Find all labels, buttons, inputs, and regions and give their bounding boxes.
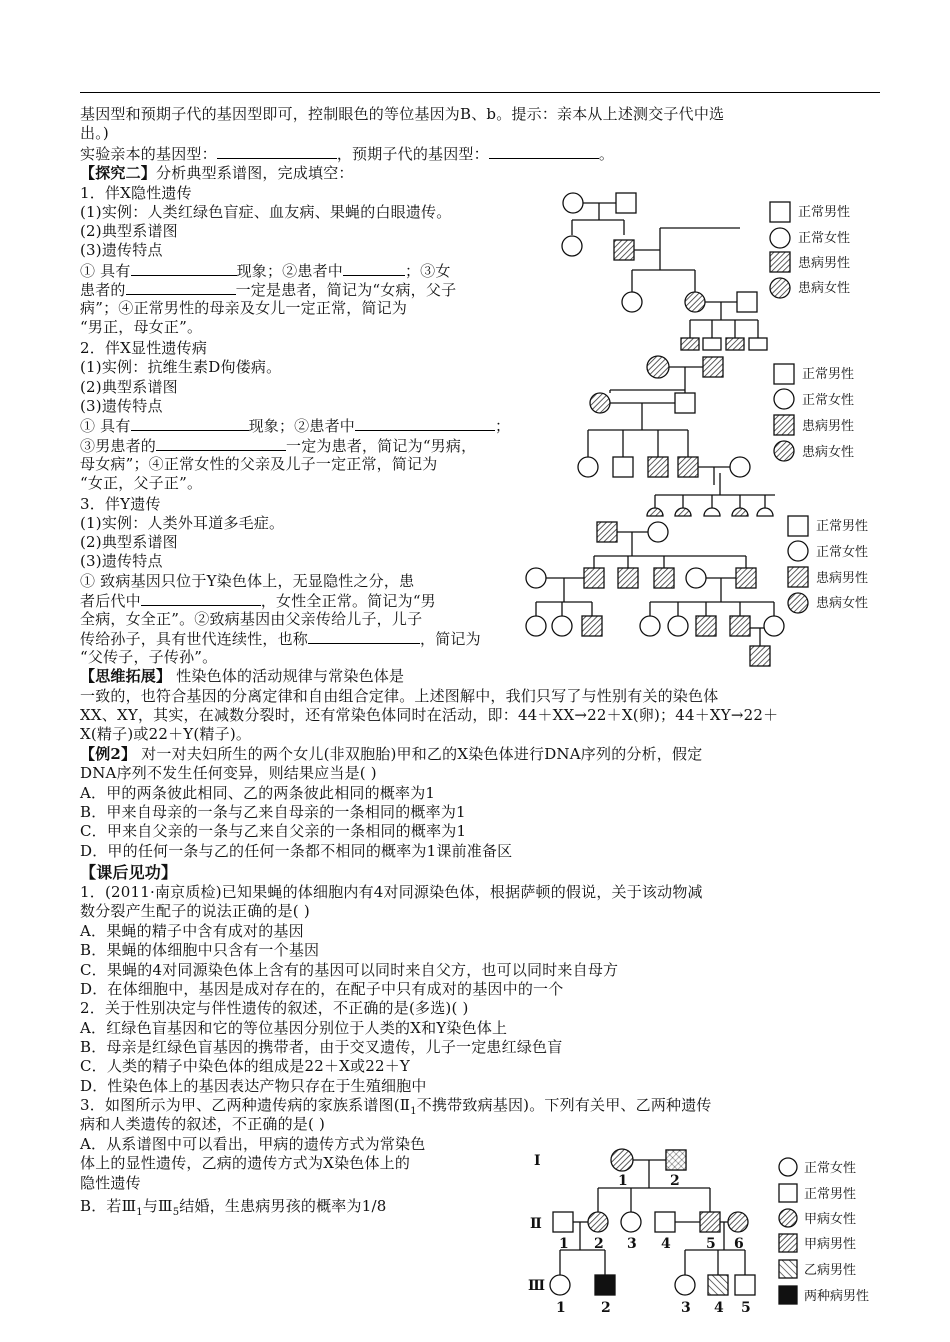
option-c: C．果蝇的4对同源染色体上含有的基因可以同时来自父方，也可以同时来自母方 <box>80 961 619 979</box>
legend-female-icon <box>770 228 790 248</box>
text-line: 者后代中 ，女性全正常。简记为“男 <box>80 592 436 610</box>
legend-label: 正常男性 <box>798 205 851 220</box>
text-line: (2)典型系谱图 <box>80 533 178 551</box>
answer-blank[interactable] <box>343 261 405 276</box>
text-line: 患者的 一定是患者，简记为“女病，父子 <box>80 281 457 299</box>
legend-label: 正常女性 <box>816 545 869 560</box>
affected-male-symbol <box>736 568 756 588</box>
text-line: (1)实例：人类红绿色盲症、血友病、果蝇的白眼遗传。 <box>80 203 452 221</box>
individual-number: 2 <box>594 1236 604 1252</box>
legend-label: 正常女性 <box>798 231 851 246</box>
legend-female-icon <box>779 1158 797 1176</box>
text-line: 母女病”；④正常女性的父亲及儿子一定正常，简记为 <box>80 455 438 473</box>
text-line: (2)典型系谱图 <box>80 378 178 396</box>
legend-label: 正常男性 <box>802 367 855 382</box>
normal-male-symbol <box>616 193 636 213</box>
text-line: 1．(2011·南京质检)已知果蝇的体细胞内有4对同源染色体，根据萨顿的假说，关于该动物减 <box>80 883 703 901</box>
individual-number: 1 <box>559 1236 569 1252</box>
disease-a-male-symbol <box>700 1212 720 1232</box>
text-line: ① 致病基因只位于Y染色体上，无显隐性之分，患 <box>80 572 415 590</box>
answer-blank[interactable] <box>308 629 420 644</box>
legend-label: 甲病女性 <box>804 1212 857 1227</box>
normal-female-symbol <box>621 1212 641 1232</box>
answer-blank[interactable] <box>141 591 261 606</box>
answer-blank[interactable] <box>126 280 236 295</box>
normal-female-symbol <box>526 616 546 636</box>
legend-label: 正常男性 <box>816 519 869 534</box>
legend-male-icon <box>774 364 794 384</box>
normal-female-symbol <box>578 457 598 477</box>
legend-label: 患病男性 <box>802 419 855 434</box>
section-heading: 【探究二】分析典型系谱图，完成填空： <box>80 164 354 182</box>
normal-male-symbol <box>737 292 757 312</box>
answer-blank[interactable] <box>217 144 337 159</box>
text-line: ① 具有 现象；②患者中 ； <box>80 417 511 435</box>
answer-blank[interactable] <box>355 416 495 431</box>
legend-male-icon <box>770 202 790 222</box>
answer-blank[interactable] <box>131 261 237 276</box>
pedigree-chart-3 <box>520 512 900 672</box>
legend-label: 患病女性 <box>798 281 851 296</box>
text-line: ③男患者的 一定为患者，简记为“男病， <box>80 437 477 455</box>
normal-female-symbol <box>686 568 706 588</box>
affected-male-symbol <box>654 568 674 588</box>
legend-label: 患病男性 <box>816 571 869 586</box>
affected-male-symbol <box>730 616 750 636</box>
individual-number: 2 <box>601 1300 611 1316</box>
option-d: D．在体细胞中，基因是成对存在的，在配子中只有成对的基因中的一个 <box>80 980 564 998</box>
individual-number: 3 <box>627 1236 637 1252</box>
disease-a-female-symbol <box>728 1212 748 1232</box>
legend-female-icon <box>774 389 794 409</box>
affected-male-symbol <box>597 522 617 542</box>
normal-male-symbol <box>655 1212 675 1232</box>
legend-male-icon <box>788 516 808 536</box>
option-d: D．甲的任何一条与乙的任何一条都不相同的概率为1课前准备区 <box>80 842 513 860</box>
text-line: “女正，父子正”。 <box>80 474 203 492</box>
section-heading: 【课后见功】 <box>80 863 178 882</box>
normal-female-symbol <box>675 1275 695 1295</box>
legend-disease-b-male-icon <box>779 1260 797 1278</box>
legend-label: 两种病男性 <box>804 1289 870 1304</box>
disease-b-male-symbol <box>708 1275 728 1295</box>
legend-affected-female-icon <box>770 278 790 298</box>
text-line: “父传子，子传孙”。 <box>80 648 218 666</box>
text-line: 全病，女全正”。②致病基因由父亲传给儿子，儿子 <box>80 610 423 628</box>
answer-blank[interactable] <box>131 416 249 431</box>
individual-number: 5 <box>741 1300 751 1316</box>
disease-a-female-symbol <box>611 1149 633 1171</box>
subsection-title: 1．伴X隐性遗传 <box>80 184 192 202</box>
answer-blank[interactable] <box>489 144 599 159</box>
individual-number: 2 <box>670 1173 680 1189</box>
affected-male-symbol <box>703 357 723 377</box>
pedigree-chart-2 <box>560 345 900 520</box>
legend-affected-male-icon <box>774 415 794 435</box>
disease-a-female-symbol <box>588 1212 608 1232</box>
legend-label: 患病女性 <box>816 596 869 611</box>
normal-male-symbol <box>735 1275 755 1295</box>
option-a: A．从系谱图中可以看出，甲病的遗传方式为常染色 <box>80 1135 426 1153</box>
normal-male-symbol <box>675 393 695 413</box>
disease-a-male-symbol <box>666 1150 686 1170</box>
legend-label: 正常女性 <box>804 1161 857 1176</box>
normal-female-symbol <box>563 193 583 213</box>
normal-female-symbol <box>648 522 668 542</box>
legend-affected-male-icon <box>770 252 790 272</box>
intro-line: 基因型和预期子代的基因型即可，控制眼色的等位基因为B、b。提示：亲本从上述测交子代中选 <box>80 105 725 123</box>
pedigree-chart-1 <box>540 180 900 355</box>
text-line: 病”；④正常男性的母亲及女儿一定正常，简记为 <box>80 299 408 317</box>
text-line: 【例2】 对一对夫妇所生的两个女儿(非双胞胎)甲和乙的X染色体进行DNA序列的分析，假定 <box>80 745 703 763</box>
affected-male-symbol <box>696 616 716 636</box>
subsection-title: 3．伴Y遗传 <box>80 495 161 513</box>
option-b: B．若$Ⅲ_1$与$Ⅲ_5$结婚，生患病男孩的概率为1/8 <box>80 1197 387 1218</box>
text-line: (3)遗传特点 <box>80 552 163 570</box>
legend-disease-a-female-icon <box>779 1209 797 1227</box>
normal-female-symbol <box>764 616 784 636</box>
option-b: B．果蝇的体细胞中只含有一个基因 <box>80 941 320 959</box>
text-line: 3．如图所示为甲、乙两种遗传病的家族系谱图($Ⅱ_1$不携带致病基因)。下列有关甲、乙两种遗传 <box>80 1096 712 1117</box>
legend-label: 乙病男性 <box>804 1263 857 1278</box>
affected-male-symbol <box>750 646 770 666</box>
text-line: 数分裂产生配子的说法正确的是( ) <box>80 902 310 920</box>
normal-male-symbol <box>553 1212 573 1232</box>
normal-female-symbol <box>550 1275 570 1295</box>
affected-male-symbol <box>582 616 602 636</box>
individual-number: 4 <box>661 1236 671 1252</box>
legend-affected-female-icon <box>788 593 808 613</box>
normal-female-symbol <box>562 236 582 256</box>
normal-female-symbol <box>640 616 660 636</box>
text-line: ① 具有 现象；②患者中 ；③女 <box>80 262 451 280</box>
legend-label: 正常女性 <box>802 393 855 408</box>
legend-label: 患病女性 <box>802 445 855 460</box>
option-a: A．红绿色盲基因和它的等位基因分别位于人类的X和Y染色体上 <box>80 1019 508 1037</box>
normal-male-symbol <box>613 457 633 477</box>
option-b: B．甲来自母亲的一条与乙来自母亲的一条相同的概率为1 <box>80 803 466 821</box>
normal-female-symbol <box>730 457 750 477</box>
option-d: D．性染色体上的基因表达产物只存在于生殖细胞中 <box>80 1077 427 1095</box>
subsection-title: 2．伴X显性遗传病 <box>80 339 208 357</box>
text-line: 【思维拓展】 性染色体的活动规律与常染色体是 <box>80 667 405 685</box>
text-line: 传给孙子，具有世代连续性，也称 ，简记为 <box>80 630 481 648</box>
text-line: (1)实例：人类外耳道多毛症。 <box>80 514 285 532</box>
affected-female-symbol <box>685 292 705 312</box>
generation-label: Ⅲ <box>528 1278 546 1294</box>
individual-number: 5 <box>706 1236 716 1252</box>
legend-affected-female-icon <box>774 441 794 461</box>
affected-male-symbol <box>614 240 634 260</box>
text-line: (1)实例：抗维生素D佝偻病。 <box>80 358 282 376</box>
option-c: C．甲来自父亲的一条与乙来自父亲的一条相同的概率为1 <box>80 822 467 840</box>
text-line: (3)遗传特点 <box>80 397 163 415</box>
legend-female-icon <box>788 541 808 561</box>
text-line: X(精子)或22＋Y(精子)。 <box>80 725 252 743</box>
option-c: C．人类的精子中染色体的组成是22＋X或22＋Y <box>80 1057 411 1075</box>
individual-number: 4 <box>714 1300 724 1316</box>
legend-disease-a-male-icon <box>779 1234 797 1252</box>
option-a: A．果蝇的精子中含有成对的基因 <box>80 922 304 940</box>
generation-label: Ⅰ <box>534 1153 541 1169</box>
normal-female-symbol <box>552 616 572 636</box>
normal-female-symbol <box>668 616 688 636</box>
option-a-cont: 隐性遗传 <box>80 1174 141 1192</box>
affected-male-symbol <box>584 568 604 588</box>
intro-answer-line: 实验亲本的基因型： ，预期子代的基因型： 。 <box>80 145 615 163</box>
header-rule <box>80 92 880 93</box>
generation-label: Ⅱ <box>530 1216 542 1232</box>
pedigree-chart-4 <box>520 1140 900 1340</box>
option-a: A．甲的两条彼此相同、乙的两条彼此相同的概率为1 <box>80 784 436 802</box>
normal-female-symbol <box>526 568 546 588</box>
legend-both-diseases-icon <box>779 1286 797 1304</box>
text-line: (2)典型系谱图 <box>80 222 178 240</box>
individual-number: 3 <box>681 1300 691 1316</box>
text-line: 2．关于性别决定与伴性遗传的叙述，不正确的是(多选)( ) <box>80 999 469 1017</box>
text-line: XX、XY，其实，在减数分裂时，还有常染色体同时在活动，即：44＋XX→22＋X(卵)；44＋XY→22＋ <box>80 706 779 724</box>
option-b: B．母亲是红绿色盲基因的携带者，由于交叉遗传，儿子一定患红绿色盲 <box>80 1038 563 1056</box>
affected-female-symbol <box>590 393 610 413</box>
legend-label: 正常男性 <box>804 1187 857 1202</box>
legend-label: 甲病男性 <box>804 1237 857 1252</box>
answer-blank[interactable] <box>156 436 286 451</box>
affected-male-symbol <box>618 568 638 588</box>
individual-number: 1 <box>556 1300 566 1316</box>
intro-line: 出。) <box>80 124 109 142</box>
legend-affected-male-icon <box>788 567 808 587</box>
text-line: (3)遗传特点 <box>80 241 163 259</box>
text-line: 一致的，也符合基因的分离定律和自由组合定律。上述图解中，我们只写了与性别有关的染色体 <box>80 687 719 705</box>
legend-male-icon <box>779 1184 797 1202</box>
both-diseases-male-symbol <box>595 1275 615 1295</box>
text-line: 病和人类遗传的叙述，不正确的是( ) <box>80 1115 326 1133</box>
individual-number: 6 <box>734 1236 744 1252</box>
individual-number: 1 <box>618 1173 628 1189</box>
option-a-cont: 体上的显性遗传，乙病的遗传方式为X染色体上的 <box>80 1154 411 1172</box>
normal-female-symbol <box>622 292 642 312</box>
affected-male-symbol <box>678 457 698 477</box>
affected-male-symbol <box>648 457 668 477</box>
text-line: “男正，母女正”。 <box>80 318 203 336</box>
affected-female-symbol <box>647 356 669 378</box>
legend-label: 患病男性 <box>798 256 851 271</box>
text-line: DNA序列不发生任何变异，则结果应当是( ) <box>80 764 377 782</box>
